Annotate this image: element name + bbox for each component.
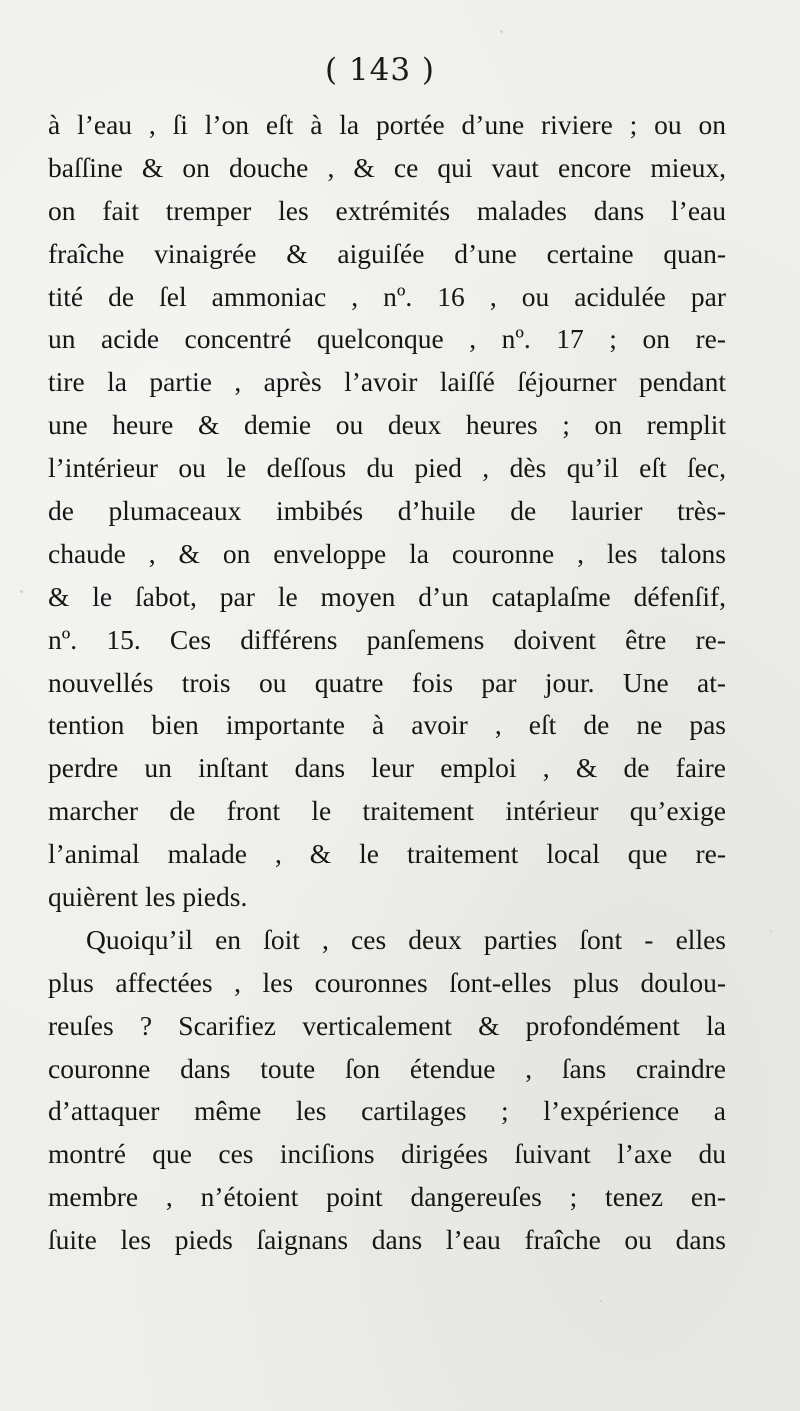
text-line: quièrent les pieds.	[48, 881, 248, 913]
text-line: ſuite les pieds ſaignans dans l’eau fraîche ou dans	[48, 1224, 726, 1256]
paper-speck	[20, 590, 23, 593]
paper-speck	[600, 1300, 602, 1302]
paragraph	[48, 104, 726, 919]
text-line: & le ſabot, par le moyen d’un cataplaſme défenſif,	[48, 580, 726, 612]
text-line: on fait tremper les extrémités malades dans l’eau	[48, 194, 726, 226]
text-line: tention bien importante à avoir , eſt de ne pas	[48, 709, 726, 741]
text-line: l’animal malade , & le traitement local que re-	[48, 838, 726, 870]
text-line: nº. 15. Ces différens panſemens doivent être re-	[48, 623, 726, 655]
text-line: tité de ſel ammoniac , nº. 16 , ou acidulée par	[48, 280, 726, 312]
text-line: perdre un inſtant dans leur emploi , & de faire	[48, 752, 726, 784]
text-line: tire la partie , après l’avoir laiſſé ſéjourner pendant	[48, 366, 726, 398]
text-line: plus affectées , les couronnes ſont-elles plus doulou-	[48, 966, 726, 998]
text-line: d’attaquer même les cartilages ; l’expérience a	[48, 1095, 726, 1127]
text-line: chaude , & on enveloppe la couronne , les talons	[48, 537, 726, 569]
text-line: baſſine & on douche , & ce qui vaut encore mieux,	[48, 151, 726, 183]
text-line: nouvellés trois ou quatre fois par jour. Une at-	[48, 666, 726, 698]
paper-speck	[500, 30, 503, 33]
text-line: un acide concentré quelconque , nº. 17 ; on re-	[48, 323, 726, 355]
page-number: ( 143 )	[324, 52, 436, 88]
text-line: montré que ces inciſions dirigées ſuivant l’axe du	[48, 1138, 726, 1170]
body-text	[48, 104, 726, 1262]
text-line: reuſes ? Scarifiez verticalement & profondément la	[48, 1009, 726, 1041]
paper-speck	[770, 930, 772, 932]
text-line: Quoiqu’il en ſoit , ces deux parties ſont - elles	[86, 923, 726, 955]
text-line: couronne dans toute ſon étendue , ſans craindre	[48, 1052, 726, 1084]
text-line: fraîche vinaigrée & aiguiſée d’une certaine quan-	[48, 237, 726, 269]
text-line: l’intérieur ou le deſſous du pied , dès qu’il eſt ſec,	[48, 452, 726, 484]
text-line: de plumaceaux imbibés d’huile de laurier très-	[48, 495, 726, 527]
text-line: membre , n’étoient point dangereuſes ; tenez en-	[48, 1181, 726, 1213]
text-line: marcher de front le traitement intérieur qu’exige	[48, 795, 726, 827]
text-line: à l’eau , ſi l’on eſt à la portée d’une riviere ; ou on	[48, 109, 726, 140]
text-line: une heure & demie ou deux heures ; on remplit	[48, 409, 726, 441]
paragraph	[48, 919, 726, 1262]
